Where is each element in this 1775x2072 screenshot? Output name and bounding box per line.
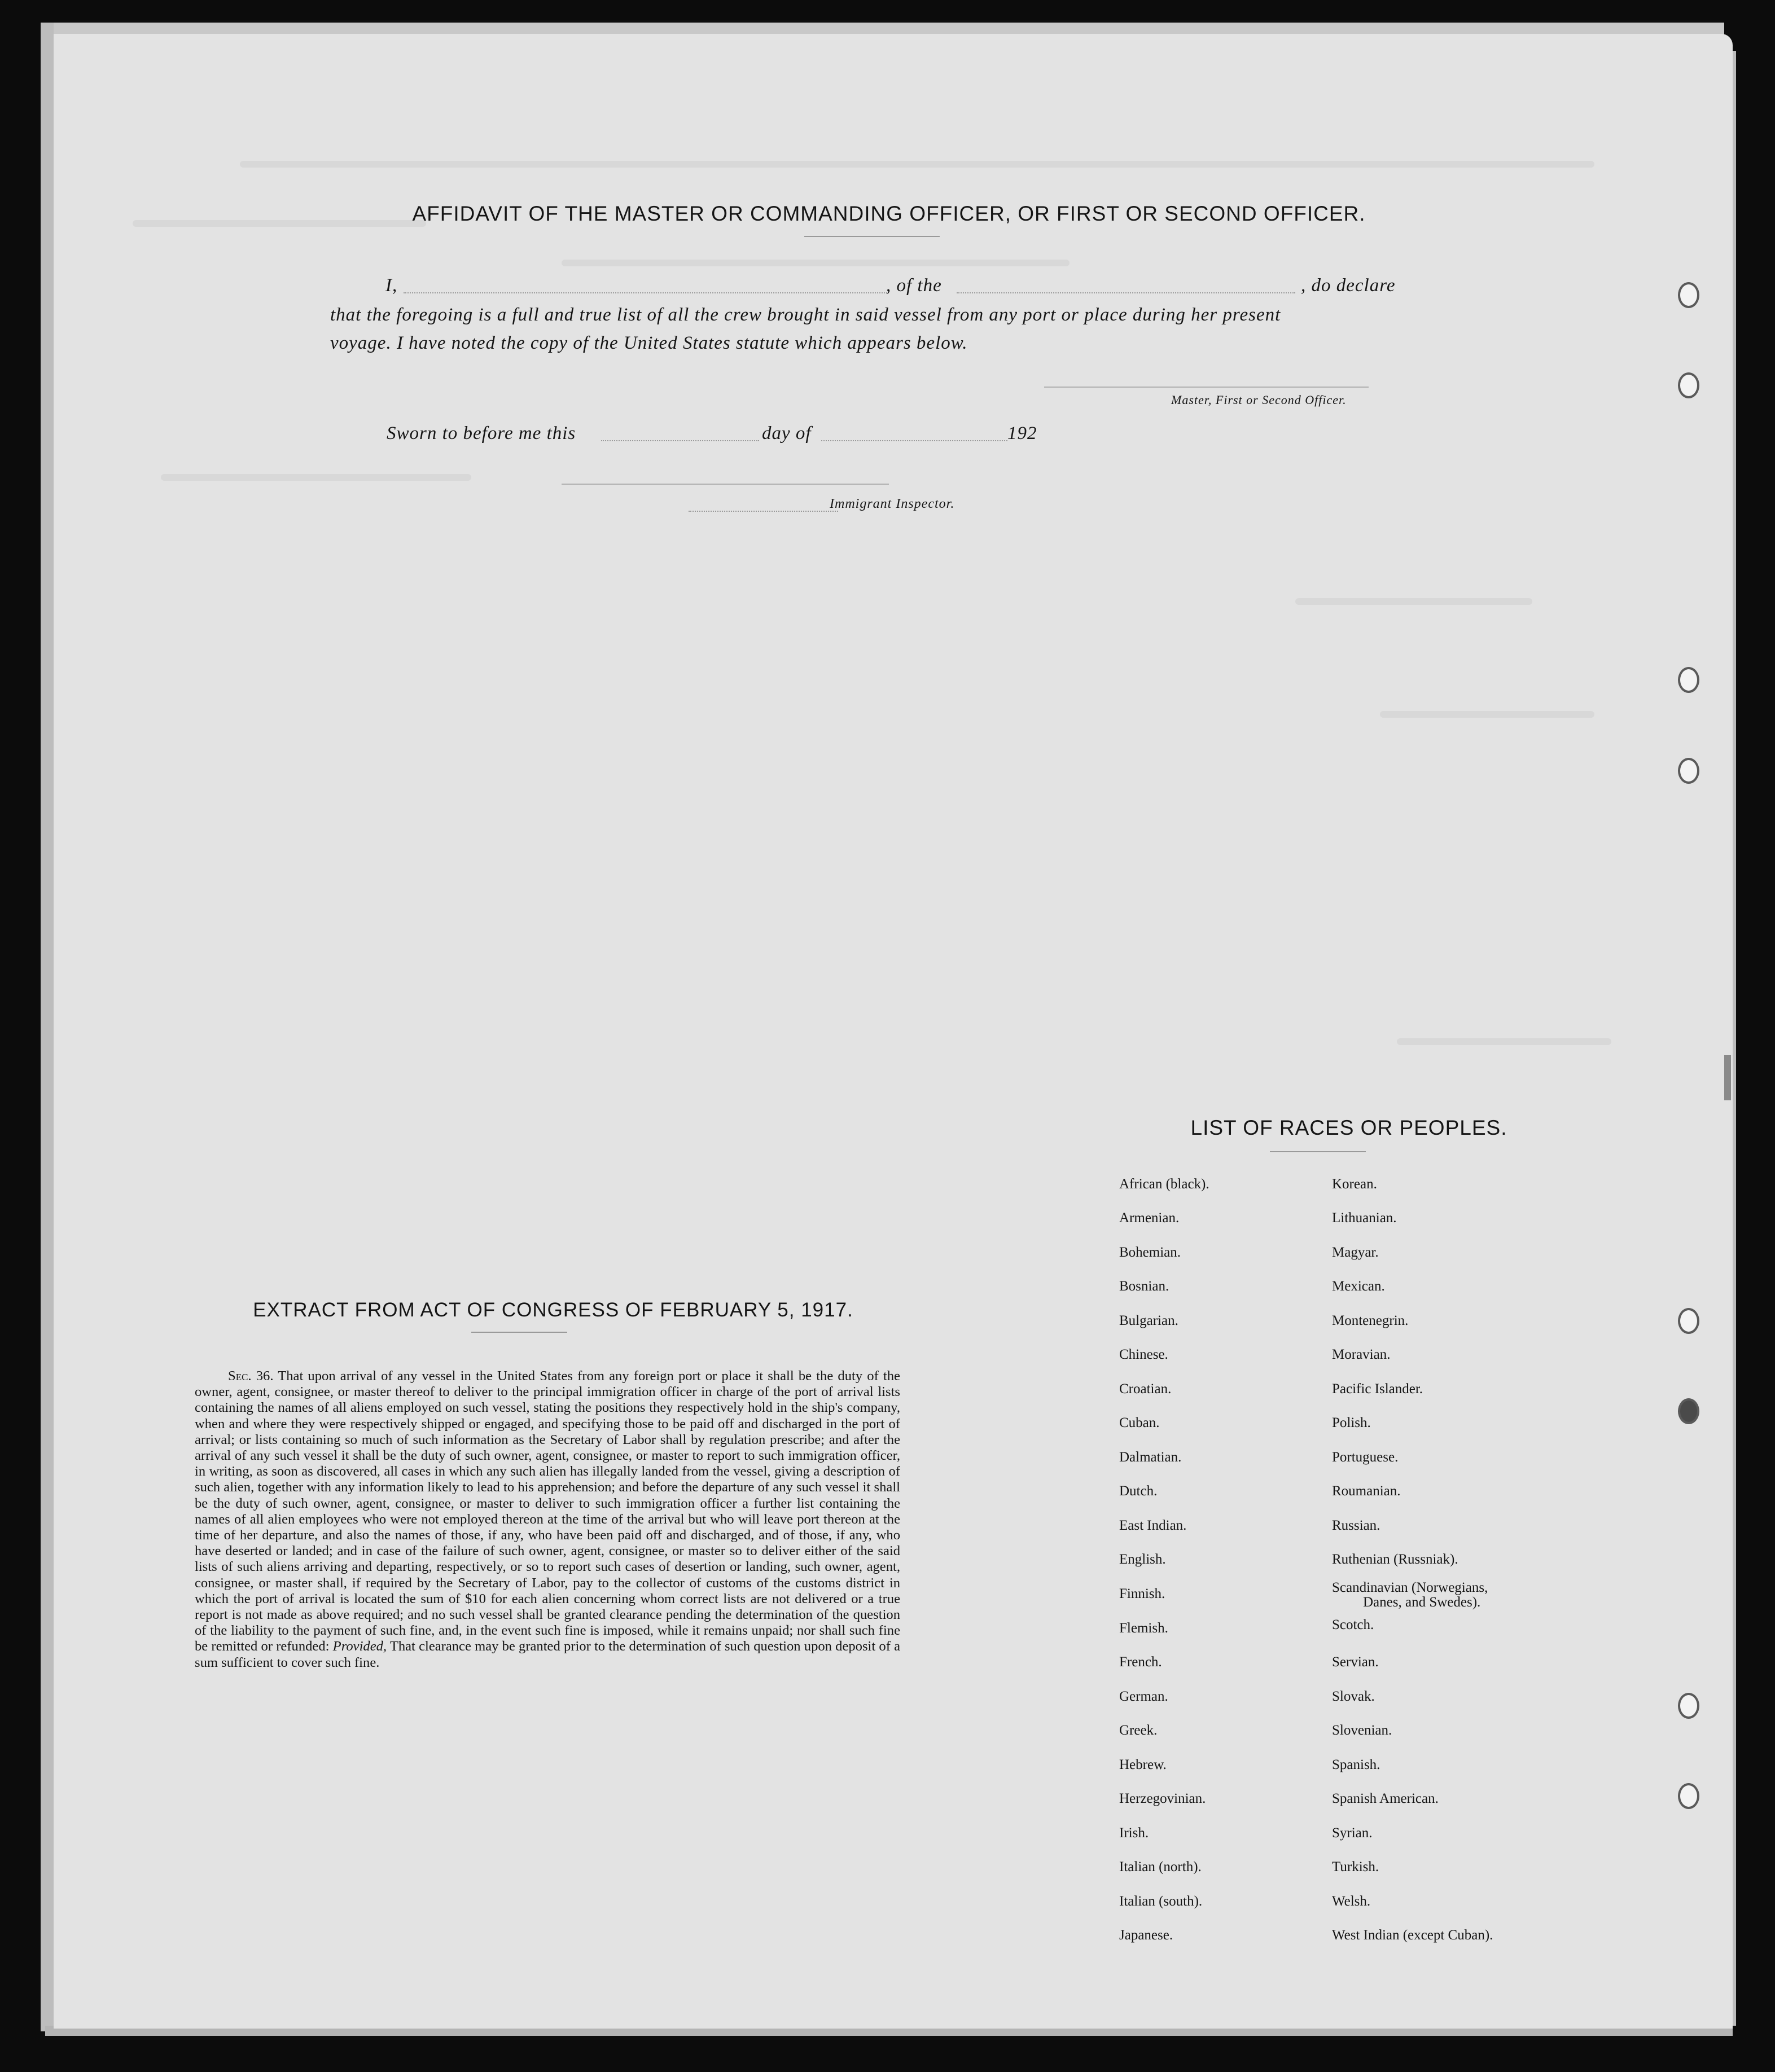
inspector-signature-line[interactable] (562, 484, 889, 485)
punch-hole (1678, 667, 1699, 693)
signature-caption: Master, First or Second Officer. (1171, 393, 1347, 407)
bleed-through-line (1397, 1038, 1611, 1045)
race-item: Syrian. (1332, 1825, 1373, 1841)
punch-hole (1678, 1693, 1699, 1719)
race-item: German. (1119, 1689, 1168, 1704)
race-item: East Indian. (1119, 1518, 1187, 1533)
race-item: Slovenian. (1332, 1723, 1392, 1738)
bleed-through-line (240, 161, 1594, 168)
race-item: Bosnian. (1119, 1279, 1169, 1294)
race-item: Welsh. (1332, 1894, 1371, 1909)
statute-body-1: That upon arrival of any vessel in the United States from any foreign port or place it shall be the duty of the owner, agent, consignee, or master thereof to deliver to the principal immigration officer in charge of the port of arrival lists containing the names of all aliens employed on such vessel, stating the positions they respectively hold in the ship's company, when and where they were respectively shipped or engaged, and specifying those to be paid off and discharged in the port of arrival; or lists containing so much of such information as the Secretary of Labor shall by regulation prescribe; and after the arrival of any such vessel it shall be the duty of such owner, agent, consignee, or master to report to such immigration officer, in writing, as soon as discovered, all cases in which any such alien has illegally landed from the vessel, giving a description of such alien, together with any information likely to lead to his apprehension; and before the departure of any such vessel it shall be the duty of such owner, agent, consignee, or master to deliver to such immigration officer a further list containing the names of all alien employees who were not employed thereon at the time of the arrival but who will leave port thereon at the time of her departure, and also the names of those, if any, who have been paid off and discharged, and of those, if any, who have deserted or landed; and in case of the failure of such owner, agent, consignee, or master so to deliver either of the said lists of such aliens arriving and departing, respectively, or so to report such cases of desertion or landing, such owner, agent, consignee, or master shall, if required by the Secretary of Labor, pay to the collector of customs of the customs district in which the port of arrival is located the sum of $10 for each alien concerning whom correct lists are not delivered or a true report is not made as above required; and no such vessel shall be granted clearance pending the determination of the question of the liability to the payment of such fine, and, in the event such fine is imposed, while it remains unpaid; nor shall such fine be remitted or refunded: (195, 1368, 900, 1654)
extract-title-rule (471, 1332, 567, 1333)
do-declare-label: , do declare (1301, 275, 1396, 296)
races-title-rule (1270, 1151, 1366, 1152)
punch-hole (1678, 1783, 1699, 1809)
race-item: Magyar. (1332, 1245, 1379, 1260)
race-item: Ruthenian (Russniak). (1332, 1552, 1458, 1567)
punch-hole (1678, 1308, 1699, 1334)
race-item: Spanish. (1332, 1757, 1380, 1772)
master-name-blank[interactable] (404, 292, 889, 293)
race-item: Armenian. (1119, 1210, 1180, 1226)
race-item: Italian (south). (1119, 1894, 1203, 1909)
affidavit-title: AFFIDAVIT OF THE MASTER OR COMMANDING OFFICER, OR FIRST OR SECOND OFFICER. (412, 202, 1366, 225)
title-rule (804, 236, 940, 237)
race-item: Slovak. (1332, 1689, 1375, 1704)
section-label: Sec. 36. (228, 1368, 274, 1384)
day-of-label: day of (762, 423, 812, 444)
extract-title: EXTRACT FROM ACT OF CONGRESS OF FEBRUARY 5, 1917. (253, 1299, 853, 1321)
race-item: Pacific Islander. (1332, 1381, 1423, 1397)
document-page (54, 34, 1733, 2029)
race-item: Flemish. (1119, 1621, 1168, 1636)
race-item: English. (1119, 1552, 1166, 1567)
sworn-label: Sworn to before me this (387, 423, 576, 444)
race-item: Roumanian. (1332, 1483, 1401, 1499)
race-item: Cuban. (1119, 1415, 1160, 1430)
race-item: Mexican. (1332, 1279, 1385, 1294)
punch-hole (1678, 282, 1699, 308)
race-item: Danes, and Swedes). (1363, 1595, 1481, 1610)
punch-hole (1678, 372, 1699, 398)
month-blank[interactable] (821, 440, 1007, 441)
race-item: Korean. (1332, 1177, 1377, 1192)
race-item: Italian (north). (1119, 1859, 1202, 1875)
provided-label: Provided, (332, 1639, 387, 1654)
race-item: West Indian (except Cuban). (1332, 1928, 1493, 1943)
of-the-label: , of the (886, 275, 942, 296)
race-item: Greek. (1119, 1723, 1158, 1738)
staple-mark (1724, 1055, 1731, 1100)
affidavit-line-3: voyage. I have noted the copy of the United States statute which appears below. (330, 333, 968, 353)
vessel-name-blank[interactable] (957, 292, 1295, 293)
bleed-through-line (161, 474, 471, 481)
affidavit-i-label: I, (385, 275, 398, 296)
statute-body-2: That clearance may be granted prior to the determination of such question upon deposit of a sum sufficient to cover such fine. (195, 1639, 900, 1670)
punch-hole (1678, 758, 1699, 784)
year-label: 192 (1007, 423, 1037, 444)
race-item: Finnish. (1119, 1586, 1165, 1601)
race-item: Montenegrin. (1332, 1313, 1409, 1328)
race-item: Polish. (1332, 1415, 1371, 1430)
race-item: Servian. (1332, 1654, 1379, 1670)
inspector-name-blank[interactable] (689, 511, 838, 512)
race-item: Scotch. (1332, 1617, 1374, 1632)
signature-line[interactable] (1044, 387, 1369, 388)
race-item: Herzegovinian. (1119, 1791, 1206, 1806)
race-item: Russian. (1332, 1518, 1380, 1533)
bleed-through-line (1380, 711, 1594, 718)
races-title: LIST OF RACES OR PEOPLES. (1190, 1116, 1507, 1139)
race-item: Portuguese. (1332, 1450, 1399, 1465)
race-item: Bulgarian. (1119, 1313, 1178, 1328)
race-item: Moravian. (1332, 1347, 1391, 1362)
day-blank[interactable] (601, 440, 759, 441)
race-item: Croatian. (1119, 1381, 1172, 1397)
inspector-caption: Immigrant Inspector. (830, 497, 955, 511)
affidavit-line-2: that the foregoing is a full and true list of all the crew brought in said vessel from any port or place during her present (330, 305, 1281, 325)
race-item: Scandinavian (Norwegians, (1332, 1580, 1488, 1595)
race-item: Dutch. (1119, 1483, 1158, 1499)
race-item: Hebrew. (1119, 1757, 1167, 1772)
race-item: Chinese. (1119, 1347, 1168, 1362)
race-item: Japanese. (1119, 1928, 1173, 1943)
race-item: Spanish American. (1332, 1791, 1439, 1806)
race-item: Turkish. (1332, 1859, 1379, 1875)
punch-hole (1678, 1398, 1699, 1424)
race-item: Lithuanian. (1332, 1210, 1397, 1226)
bleed-through-line (133, 220, 426, 227)
statute-text (195, 1368, 900, 1671)
race-item: Bohemian. (1119, 1245, 1181, 1260)
bleed-through-line (562, 260, 1070, 266)
race-item: French. (1119, 1654, 1162, 1670)
race-item: Irish. (1119, 1825, 1149, 1841)
bleed-through-line (1295, 598, 1532, 605)
race-item: African (black). (1119, 1177, 1209, 1192)
race-item: Dalmatian. (1119, 1450, 1182, 1465)
